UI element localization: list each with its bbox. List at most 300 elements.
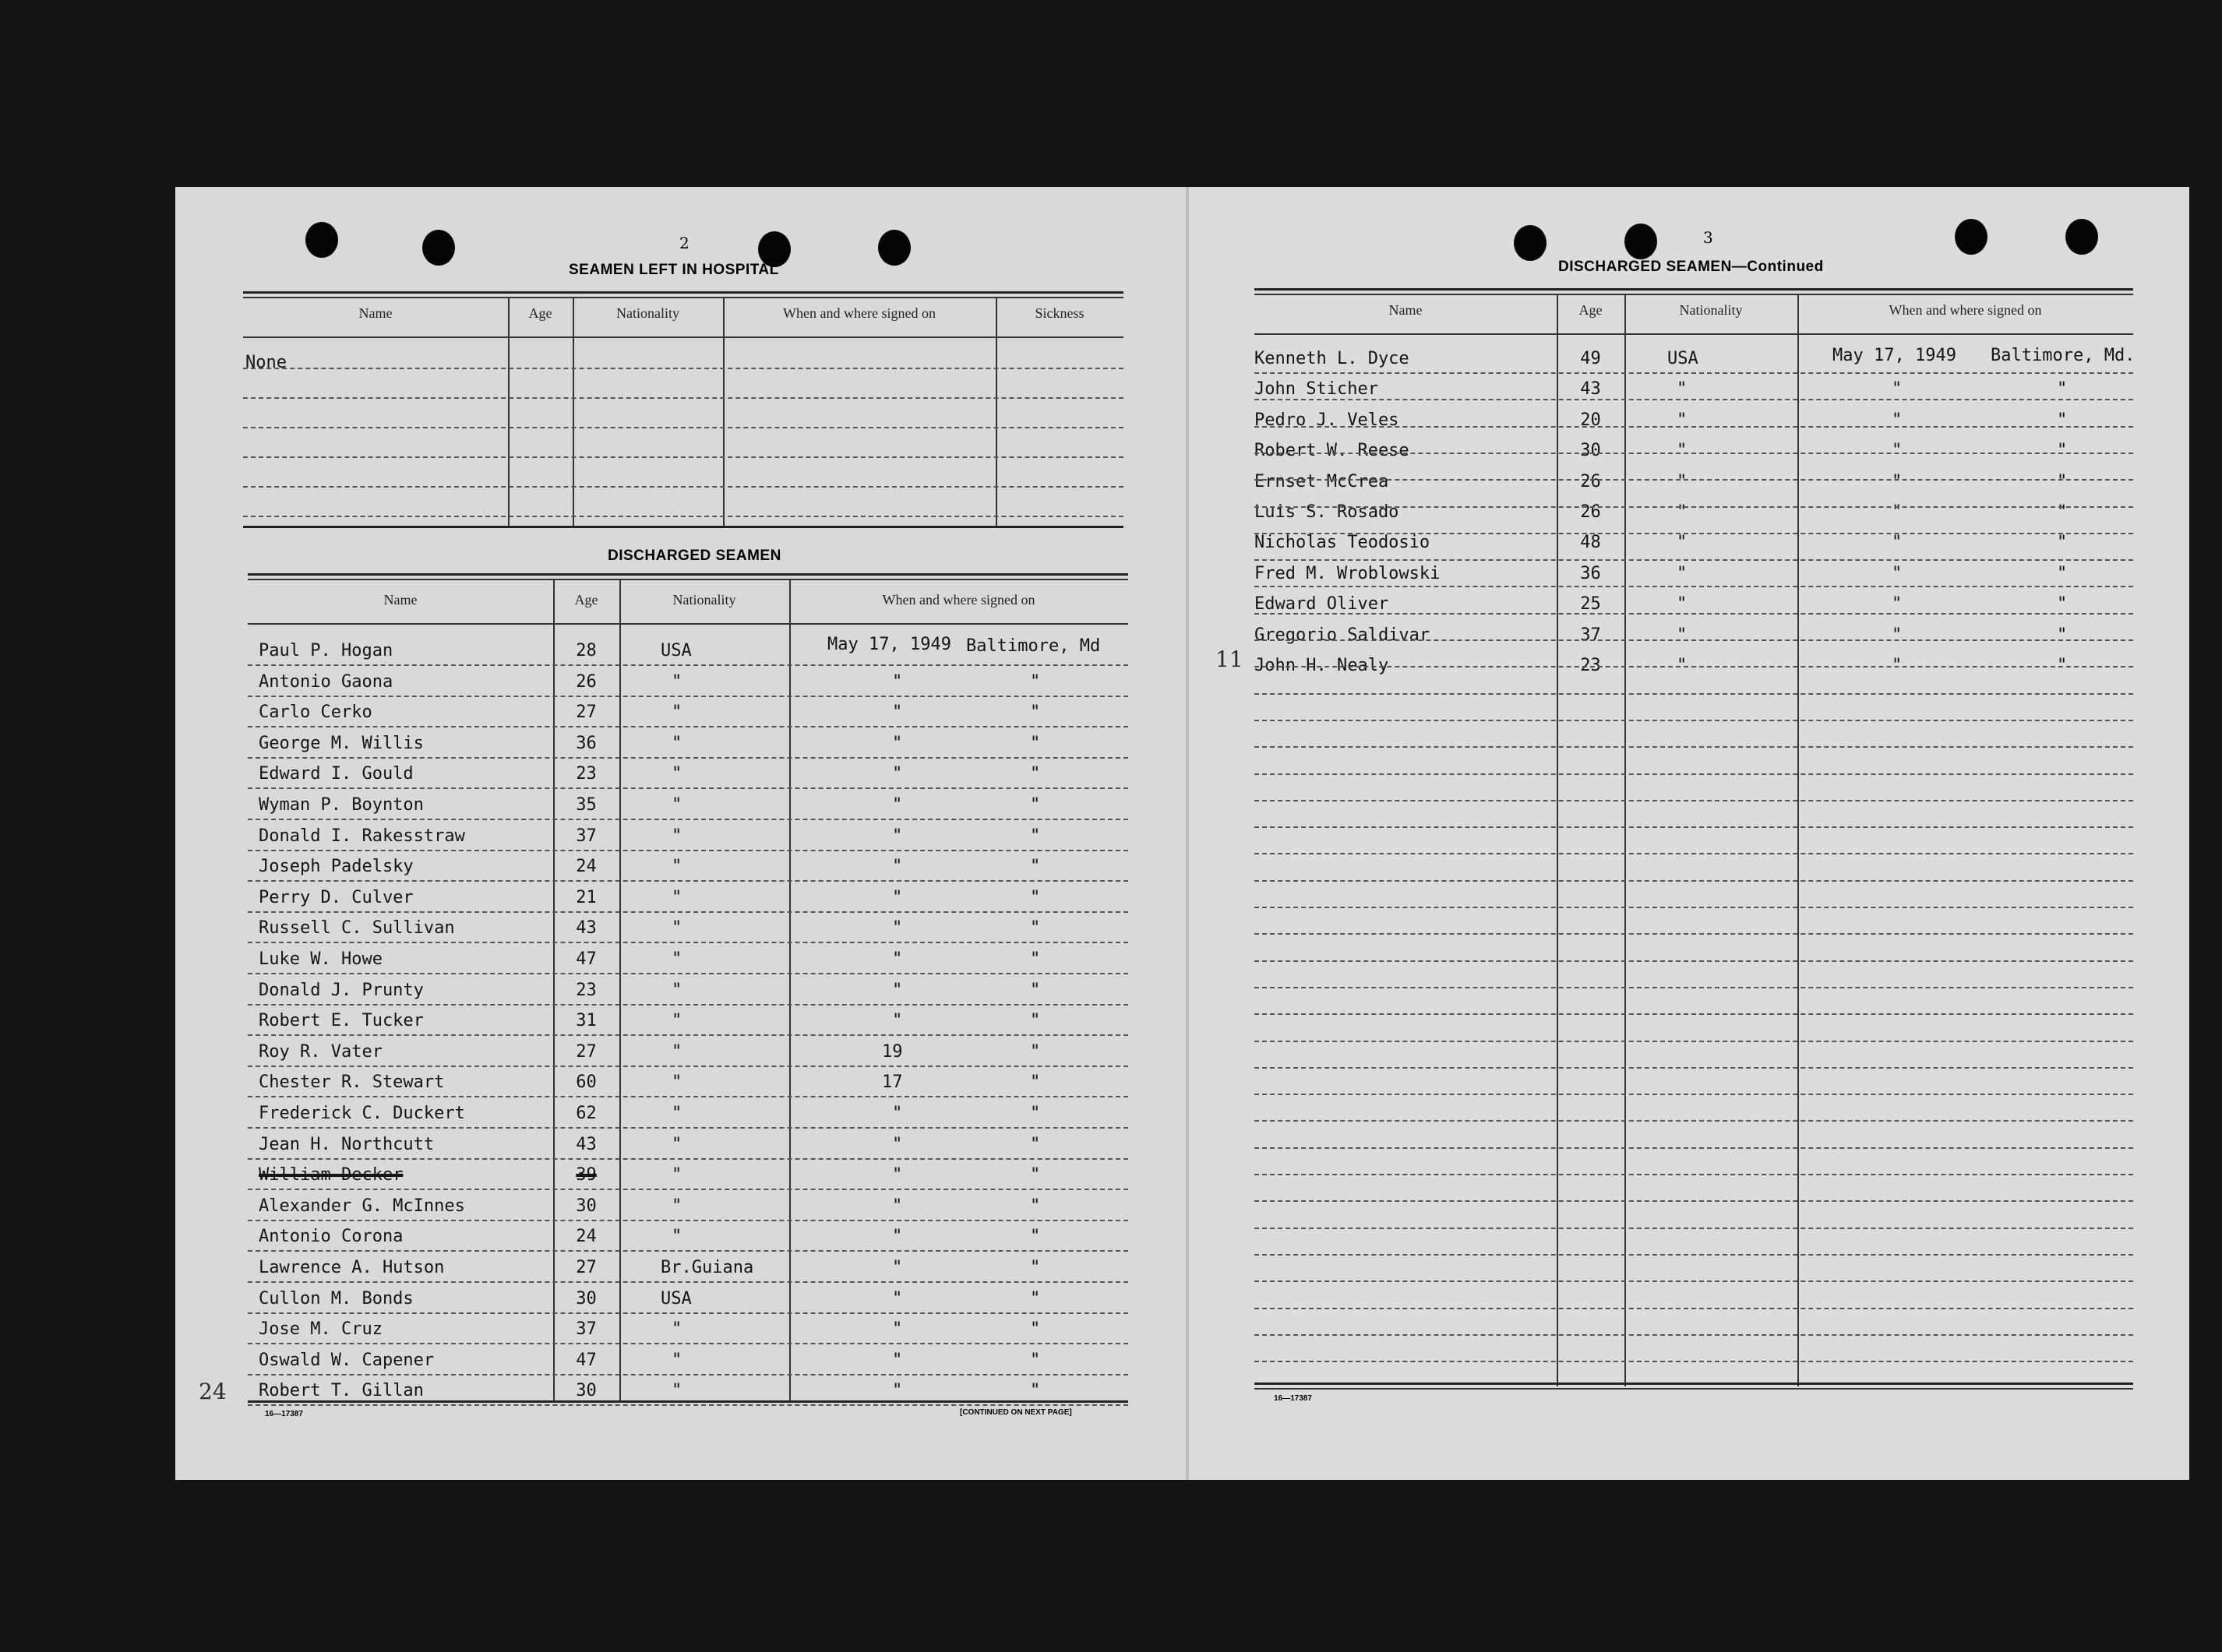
row-line (243, 456, 1123, 458)
crew-name: Oswald W. Capener (259, 1351, 435, 1370)
row-line (1254, 1254, 2133, 1256)
crew-name: Fred M. Wroblowski (1254, 564, 1441, 583)
row-line (1254, 693, 2133, 695)
crew-signed-where: " (2057, 656, 2068, 675)
crew-signed-when: " (1892, 441, 1903, 460)
crew-signed-where: " (1030, 1289, 1041, 1309)
row-line (1254, 426, 2133, 428)
crew-name: Frederick C. Duckert (259, 1104, 465, 1123)
crew-signed-when: " (892, 857, 903, 876)
crew-signed-where: " (1030, 1258, 1041, 1277)
crew-name: Gregorio Saldivar (1254, 625, 1430, 645)
row-line (1254, 533, 2133, 534)
row-line (1254, 399, 2133, 400)
crew-age: 31 (576, 1011, 597, 1030)
crew-signed-when: " (892, 1351, 903, 1370)
row-line (248, 1004, 1128, 1006)
table-top-rule (1254, 294, 2133, 295)
page-number-right: 3 (1703, 228, 1713, 247)
crew-signed-when: 19 (882, 1042, 903, 1062)
crew-nationality: USA (661, 641, 692, 660)
crew-signed-when: " (1892, 564, 1903, 583)
crew-nationality: " (672, 703, 682, 722)
crew-age: 25 (1580, 594, 1601, 614)
crew-name: Cullon M. Bonds (259, 1289, 414, 1309)
crew-nationality: " (1677, 594, 1688, 614)
row-line (243, 486, 1123, 488)
punch-hole (422, 230, 455, 266)
column-divider (573, 297, 574, 526)
row-line (1254, 933, 2133, 935)
row-line (1254, 1361, 2133, 1362)
crew-name: Jose M. Cruz (259, 1319, 383, 1339)
crew-name: Joseph Padelsky (259, 857, 414, 876)
crew-nationality: " (1677, 564, 1688, 583)
table-bottom-rule (248, 1400, 1128, 1403)
row-line (248, 880, 1128, 882)
row-line (248, 1096, 1128, 1097)
crew-signed-where: Baltimore, Md. (1991, 346, 2136, 365)
punch-hole (305, 222, 338, 258)
margin-mark-left: 24 (199, 1379, 227, 1404)
crew-nationality: " (672, 1011, 682, 1030)
row-line (1254, 613, 2133, 615)
crew-age: 49 (1580, 349, 1601, 368)
crew-age: 37 (1580, 625, 1601, 645)
crew-signed-where: " (1030, 918, 1041, 938)
crew-signed-when: " (1892, 533, 1903, 552)
row-line (1254, 1280, 2133, 1282)
row-line (248, 911, 1128, 913)
crew-age: 23 (576, 764, 597, 784)
crew-signed-when: " (892, 1381, 903, 1400)
crew-nationality: " (1677, 502, 1688, 522)
crew-age: 24 (576, 1227, 597, 1246)
row-line (1254, 559, 2133, 561)
crew-nationality: " (672, 826, 682, 846)
crew-age: 20 (1580, 410, 1601, 430)
crew-signed-when: " (892, 888, 903, 907)
row-line (248, 1312, 1128, 1314)
crew-name: William Decker (259, 1165, 404, 1185)
table-top-rule (243, 297, 1123, 298)
margin-mark-right: 11 (1215, 646, 1243, 672)
hospital-section-title: SEAMEN LEFT IN HOSPITAL (569, 262, 779, 278)
column-header: Age (528, 305, 552, 321)
crew-signed-when: " (892, 764, 903, 784)
row-line (1254, 1200, 2133, 1202)
column-header: When and where signed on (1889, 302, 2042, 318)
crew-name: Russell C. Sullivan (259, 918, 455, 938)
crew-age: 30 (576, 1289, 597, 1309)
crew-signed-when: " (892, 1104, 903, 1123)
row-line (1254, 1094, 2133, 1095)
column-header: Sickness (1035, 305, 1085, 321)
crew-age: 30 (576, 1196, 597, 1216)
crew-signed-where: " (1030, 795, 1041, 815)
crew-age: 43 (576, 1135, 597, 1154)
crew-signed-when: 17 (882, 1073, 903, 1092)
crew-signed-where: " (2057, 379, 2068, 399)
row-line (248, 1220, 1128, 1221)
crew-signed-where: " (1030, 1227, 1041, 1246)
crew-nationality: " (672, 888, 682, 907)
crew-signed-where: " (1030, 1011, 1041, 1030)
crew-name: Edward I. Gould (259, 764, 414, 784)
crew-signed-where: " (2057, 502, 2068, 522)
crew-name: Wyman P. Boynton (259, 795, 424, 815)
crew-nationality: " (1677, 472, 1688, 491)
crew-name: Edward Oliver (1254, 594, 1389, 614)
row-line (248, 1034, 1128, 1036)
crew-age: 35 (576, 795, 597, 815)
row-line (248, 1343, 1128, 1344)
row-line (243, 427, 1123, 428)
crew-name: Robert W. Reese (1254, 441, 1409, 460)
crew-nationality: " (672, 1319, 682, 1339)
crew-signed-where: " (1030, 888, 1041, 907)
crew-nationality: " (1677, 533, 1688, 552)
row-line (1254, 479, 2133, 481)
row-line (248, 942, 1128, 943)
crew-signed-when: " (892, 1165, 903, 1185)
column-divider (1797, 294, 1799, 1386)
row-line (1254, 987, 2133, 988)
row-line (1254, 960, 2133, 962)
crew-signed-where: " (2057, 533, 2068, 552)
crew-age: 28 (576, 641, 597, 660)
crew-nationality: " (672, 672, 682, 692)
table-top-rule (248, 579, 1128, 580)
crew-age: 39 (576, 1165, 597, 1185)
crew-nationality: " (672, 1165, 682, 1185)
crew-signed-when: " (892, 1227, 903, 1246)
crew-signed-when: " (892, 795, 903, 815)
crew-age: 26 (576, 672, 597, 692)
crew-nationality: " (1677, 410, 1688, 430)
crew-signed-where: " (1030, 1381, 1041, 1400)
punch-hole (1514, 225, 1547, 261)
crew-signed-when: " (892, 1135, 903, 1154)
column-divider (723, 297, 725, 526)
crew-signed-where: " (1030, 1196, 1041, 1216)
row-line (248, 1250, 1128, 1252)
crew-signed-where: " (1030, 1042, 1041, 1062)
crew-signed-when: May 17, 1949 (827, 635, 951, 654)
table-top-rule (248, 573, 1128, 576)
crew-age: 47 (576, 1351, 597, 1370)
crew-signed-when: " (892, 918, 903, 938)
crew-name: Robert E. Tucker (259, 1011, 424, 1030)
crew-age: 37 (576, 1319, 597, 1339)
crew-name: Alexander G. McInnes (259, 1196, 465, 1216)
discharged-section-title: DISCHARGED SEAMEN (608, 548, 781, 564)
row-line (1254, 800, 2133, 801)
row-line (1254, 1334, 2133, 1336)
crew-nationality: " (1677, 441, 1688, 460)
crew-name: Luke W. Howe (259, 949, 383, 969)
header-rule (1254, 333, 2133, 335)
crew-age: 30 (1580, 441, 1601, 460)
crew-signed-where: " (1030, 764, 1041, 784)
crew-name: Perry D. Culver (259, 888, 414, 907)
crew-signed-where: " (2057, 594, 2068, 614)
crew-age: 26 (1580, 502, 1601, 522)
crew-signed-where: " (1030, 1073, 1041, 1092)
row-line (248, 1066, 1128, 1067)
header-rule (248, 623, 1128, 625)
row-line (248, 757, 1128, 759)
crew-signed-when: " (892, 949, 903, 969)
form-number-left: 16—17387 (265, 1410, 303, 1418)
row-line (1254, 1147, 2133, 1149)
row-line (1254, 666, 2133, 667)
row-line (248, 1189, 1128, 1190)
crew-signed-when: " (892, 1258, 903, 1277)
crew-nationality: " (672, 795, 682, 815)
punch-hole (1624, 224, 1657, 259)
crew-signed-where: " (2057, 472, 2068, 491)
crew-age: 26 (1580, 472, 1601, 491)
punch-hole (878, 230, 911, 266)
row-line (1254, 1120, 2133, 1122)
crew-signed-when: " (892, 1196, 903, 1216)
page-number-left: 2 (679, 234, 690, 252)
crew-signed-when: " (1892, 656, 1903, 675)
table-top-rule (1254, 288, 2133, 291)
header-rule (243, 336, 1123, 338)
crew-nationality: Br.Guiana (661, 1258, 754, 1277)
crew-signed-where: " (1030, 1319, 1041, 1339)
crew-name: Pedro J. Veles (1254, 410, 1399, 430)
crew-nationality: " (672, 857, 682, 876)
column-header: Nationality (672, 592, 736, 608)
crew-signed-where: " (1030, 949, 1041, 969)
crew-age: 27 (576, 1258, 597, 1277)
crew-name: Lawrence A. Hutson (259, 1258, 445, 1277)
crew-name: Kenneth L. Dyce (1254, 349, 1409, 368)
row-line (248, 1404, 1128, 1406)
crew-name: John H. Nealy (1254, 656, 1389, 675)
crew-name: Roy R. Vater (259, 1042, 383, 1062)
column-header: Nationality (616, 305, 679, 321)
crew-signed-where: " (1030, 672, 1041, 692)
row-line (1254, 880, 2133, 882)
crew-signed-when: " (1892, 410, 1903, 430)
column-header: When and where signed on (783, 305, 936, 321)
column-header: Name (1388, 302, 1423, 318)
crew-nationality: " (672, 734, 682, 753)
crew-signed-where: " (1030, 981, 1041, 1000)
column-header: Age (574, 592, 598, 608)
crew-signed-when: " (892, 734, 903, 753)
crew-nationality: " (672, 1196, 682, 1216)
crew-name: George M. Willis (259, 734, 424, 753)
crew-signed-where: " (2057, 441, 2068, 460)
crew-name: Luis S. Rosado (1254, 502, 1399, 522)
row-line (248, 1158, 1128, 1160)
table-bottom-rule (243, 526, 1123, 528)
row-line (1254, 1228, 2133, 1229)
crew-nationality: " (672, 1073, 682, 1092)
crew-signed-when: " (892, 703, 903, 722)
crew-signed-when: May 17, 1949 (1832, 346, 1956, 365)
row-line (1254, 773, 2133, 775)
punch-hole (1955, 219, 1987, 255)
crew-signed-when: " (892, 826, 903, 846)
crew-age: 27 (576, 703, 597, 722)
crew-nationality: " (672, 918, 682, 938)
row-line (1254, 746, 2133, 748)
crew-nationality: " (672, 1135, 682, 1154)
crew-nationality: " (672, 949, 682, 969)
crew-signed-when: " (892, 1319, 903, 1339)
crew-signed-when: " (892, 981, 903, 1000)
crew-signed-where: " (1030, 734, 1041, 753)
row-line (248, 819, 1128, 820)
crew-age: 23 (1580, 656, 1601, 675)
crew-age: 21 (576, 888, 597, 907)
row-line (1254, 639, 2133, 641)
row-line (248, 664, 1128, 666)
row-line (1254, 1174, 2133, 1175)
crew-signed-when: " (1892, 472, 1903, 491)
crew-nationality: " (672, 981, 682, 1000)
row-line (1254, 1067, 2133, 1069)
crew-name: John Sticher (1254, 379, 1378, 399)
crew-name: Donald I. Rakesstraw (259, 826, 465, 846)
crew-signed-when: " (1892, 379, 1903, 399)
crew-signed-when: " (1892, 502, 1903, 522)
crew-age: 48 (1580, 533, 1601, 552)
row-line (1254, 453, 2133, 454)
crew-nationality: " (672, 1227, 682, 1246)
column-header: Name (383, 592, 418, 608)
crew-age: 62 (576, 1104, 597, 1123)
crew-nationality: " (1677, 379, 1688, 399)
row-line (243, 516, 1123, 517)
crew-name: Antonio Gaona (259, 672, 393, 692)
crew-signed-where: " (1030, 1351, 1041, 1370)
crew-nationality: " (1677, 656, 1688, 675)
crew-age: 36 (1580, 564, 1601, 583)
crew-name: Ernset McCrea (1254, 472, 1389, 491)
row-line (248, 850, 1128, 851)
row-line (243, 368, 1123, 369)
row-line (1254, 586, 2133, 587)
crew-name: Nicholas Teodosio (1254, 533, 1430, 552)
crew-nationality: USA (661, 1289, 692, 1309)
row-line (248, 1281, 1128, 1283)
crew-name: Donald J. Prunty (259, 981, 424, 1000)
crew-name: Robert T. Gillan (259, 1381, 424, 1400)
crew-nationality: " (672, 764, 682, 784)
crew-age: 24 (576, 857, 597, 876)
row-line (1254, 853, 2133, 854)
row-line (1254, 1041, 2133, 1042)
crew-signed-where: " (1030, 826, 1041, 846)
crew-age: 30 (576, 1381, 597, 1400)
crew-age: 47 (576, 949, 597, 969)
row-line (248, 1127, 1128, 1129)
row-line (248, 1374, 1128, 1375)
row-line (248, 973, 1128, 974)
continued-note: [CONTINUED ON NEXT PAGE] (960, 1408, 1072, 1417)
crew-name: Chester R. Stewart (259, 1073, 445, 1092)
column-divider (619, 579, 621, 1400)
crew-signed-where: " (2057, 625, 2068, 645)
column-divider (1624, 294, 1626, 1386)
row-line (1254, 506, 2133, 508)
column-divider (789, 579, 791, 1400)
punch-hole (2065, 219, 2098, 255)
crew-age: 27 (576, 1042, 597, 1062)
discharged-continued-title: DISCHARGED SEAMEN—Continued (1558, 259, 1824, 275)
crew-name: Jean H. Northcutt (259, 1135, 435, 1154)
crew-signed-when: " (1892, 594, 1903, 614)
column-divider (996, 297, 997, 526)
column-divider (508, 297, 510, 526)
table-bottom-rule (1254, 1383, 2133, 1385)
crew-age: 43 (1580, 379, 1601, 399)
table-bottom-rule (1254, 1388, 2133, 1390)
crew-name: Antonio Corona (259, 1227, 404, 1246)
crew-signed-where: " (1030, 1165, 1041, 1185)
column-header: Nationality (1679, 302, 1743, 318)
row-line (1254, 907, 2133, 908)
crew-signed-where: " (1030, 857, 1041, 876)
column-header: Age (1578, 302, 1603, 318)
crew-nationality: " (1677, 625, 1688, 645)
row-line (248, 726, 1128, 727)
crew-signed-when: " (892, 1289, 903, 1309)
crew-age: 60 (576, 1073, 597, 1092)
row-line (248, 696, 1128, 697)
crew-nationality: " (672, 1104, 682, 1123)
crew-nationality: " (672, 1351, 682, 1370)
row-line (248, 787, 1128, 789)
row-line (1254, 1013, 2133, 1015)
crew-signed-where: " (1030, 1135, 1041, 1154)
crew-signed-where: " (1030, 703, 1041, 722)
row-line (1254, 1308, 2133, 1309)
crew-signed-when: " (1892, 625, 1903, 645)
crew-nationality: " (672, 1381, 682, 1400)
page-fold (1186, 187, 1189, 1480)
crew-signed-when: " (892, 1011, 903, 1030)
crew-age: 23 (576, 981, 597, 1000)
crew-signed-where: " (2057, 564, 2068, 583)
crew-name: Paul P. Hogan (259, 641, 393, 660)
crew-signed-when: " (892, 672, 903, 692)
crew-nationality: " (672, 1042, 682, 1062)
row-line (1254, 826, 2133, 828)
column-header: Name (358, 305, 393, 321)
hospital-entry: None (245, 353, 287, 372)
form-number-right: 16—17387 (1274, 1394, 1312, 1403)
crew-signed-where: " (1030, 1104, 1041, 1123)
crew-age: 37 (576, 826, 597, 846)
row-line (1254, 720, 2133, 721)
crew-signed-where: " (2057, 410, 2068, 430)
crew-age: 36 (576, 734, 597, 753)
crew-name: Carlo Cerko (259, 703, 372, 722)
table-top-rule (243, 291, 1123, 294)
crew-age: 43 (576, 918, 597, 938)
row-line (243, 397, 1123, 399)
row-line (1254, 372, 2133, 374)
crew-nationality: USA (1667, 349, 1698, 368)
